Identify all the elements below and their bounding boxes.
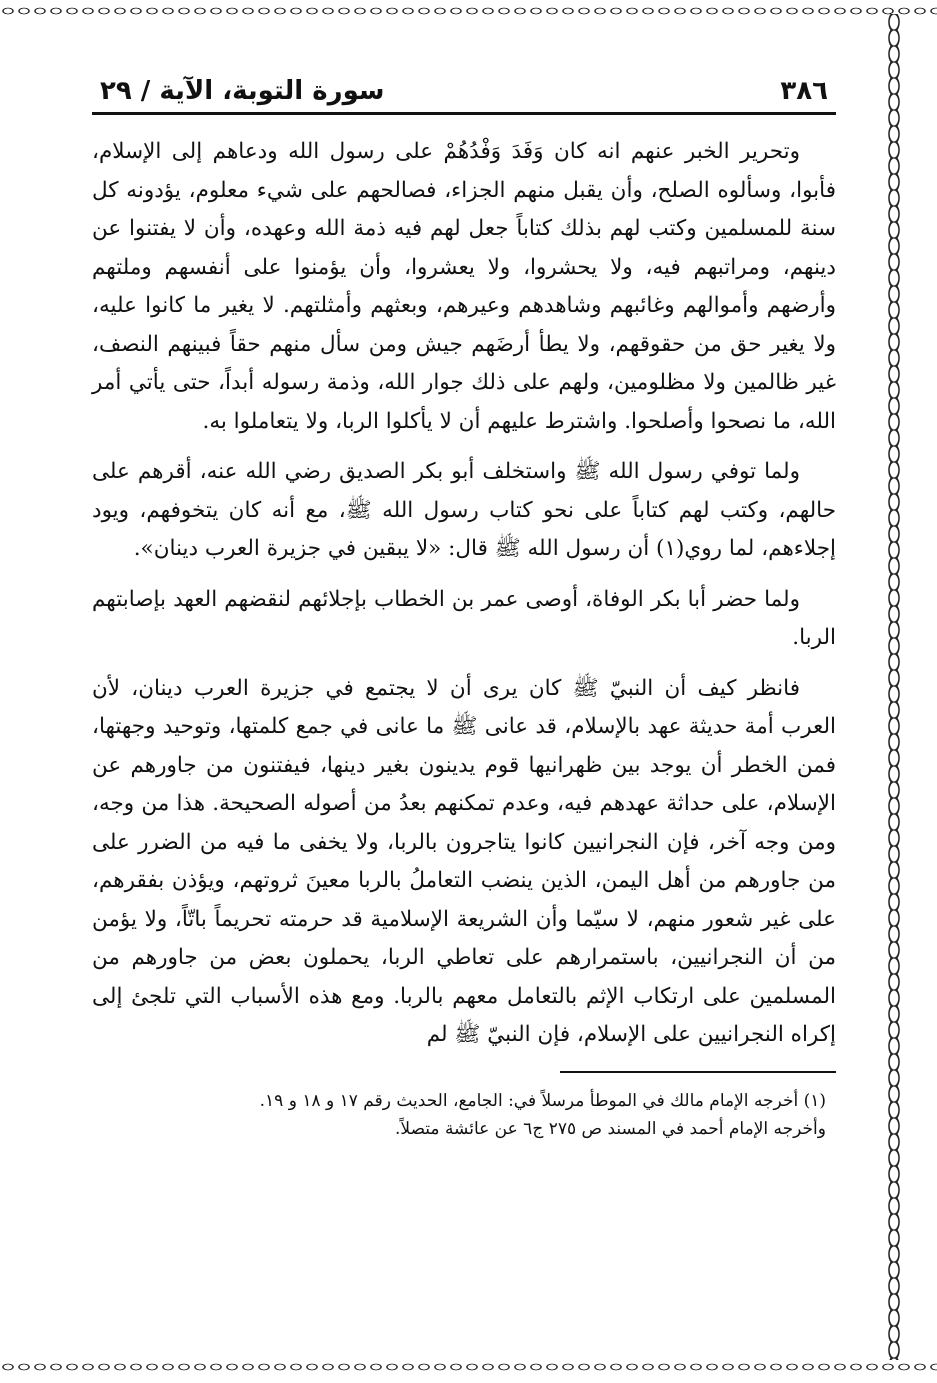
- header-rule: [92, 112, 836, 115]
- page-number: ٣٨٦: [780, 76, 828, 106]
- paragraph: ولما حضر أبا بكر الوفاة، أوصى عمر بن الخطاب بإجلائهم لنقضهم العهد بإصابتهم الربا.: [92, 586, 836, 650]
- running-title: سورة التوبة، الآية / ٢٩: [100, 76, 385, 106]
- paragraph: فانظر كيف أن النبيّ ﷺ كان يرى أن لا يجتمع في جزيرة العرب دينان، لأن العرب أمة حديثة عهد بالإسلام، قد عانى ﷺ ما عانى في جمع كلمتها، وتوحيد وجهتها، فمن الخطر أن يوجد بين ظهرانيها قوم يدينون بغير دينها، فيفتنون من جاورهم عن الإسلام، على حداثة عهدهم فيه، وعدم تمكنهم بعدُ من أصوله الصحيحة. هذا من وجه، ومن وجه آخر، فإن النجرانيين كانوا يتاجرون بالربا، ولا يخفى ما فيه من الضرر على من جاورهم من أهل اليمن، الذين ينضب التعاملُ بالربا معينَ ثروتهم، ويؤذن بفقرهم، على غير شعور منهم، لا سيّما وأن الشريعة الإسلامية قد حرمته تحريماً باتّاً، ولا يؤمن من أن النجرانيين، باستمرارهم على تعاطي الربا، يحملون بعض من جاورهم من المسلمين على ارتكاب الإثم بالتعامل معهم بالربا. ومع هذه الأسباب التي تلجئ إلى إكراه النجرانيين على الإسلام، فإن النبيّ ﷺ لم: [92, 675, 836, 1047]
- footnote: وأخرجه الإمام أحمد في المسند ص ٢٧٥ ج٦ عن عائشة متصلاً.: [395, 1118, 826, 1139]
- decorative-border-bottom: [0, 1360, 937, 1374]
- footnotes: [92, 1087, 836, 1143]
- footnote-rule: [560, 1071, 836, 1073]
- main-text: [92, 133, 836, 1055]
- page-header: [92, 60, 836, 106]
- paragraph: وتحرير الخبر عنهم انه كان وَفَدَ وَفْدُهُمْ على رسول الله ودعاهم إلى الإسلام، فأبوا، وسألوه الصلح، وأن يقبل منهم الجزاء، فصالحهم على شيء معلوم، يؤدونه كل سنة للمسلمين وكتب لهم بذلك كتاباً جعل لهم فيه ذمة الله وعهده، وأن لا يفتنوا عن دينهم، ومراتبهم فيه، ولا يحشروا، ولا يعشروا، وأن يؤمنوا على أنفسهم وملتهم وأرضهم وأموالهم وغائبهم وشاهدهم وعيرهم، وبعثهم وأمثلتهم. لا يغير ما كانوا عليه، ولا يغير حق من حقوقهم، ولا يطأ أرضَهم جيش ومن سأل منهم حقاً فبينهم النصف، غير ظالمين ولا مظلومين، ولهم على ذلك جوار الله، وذمة رسوله أبداً، حتى يأتي أمر الله، ما نصحوا وأصلحوا. واشترط عليهم أن لا يأكلوا الربا، ولا يتعاملوا به.: [92, 139, 836, 434]
- footnote: (١) أخرجه الإمام مالك في الموطأ مرسلاً في: الجامع، الحديث رقم ١٧ و ١٨ و ١٩.: [259, 1090, 826, 1111]
- decorative-border-right: [886, 14, 902, 1360]
- book-page: [92, 60, 836, 1350]
- decorative-border-top: [0, 4, 937, 18]
- paragraph: ولما توفي رسول الله ﷺ واستخلف أبو بكر الصديق رضي الله عنه، أقرهم على حالهم، وكتب لهم كتاباً على نحو كتاب رسول الله ﷺ، مع أنه كان يتخوفهم، ويود إجلاءهم، لما روي(١) أن رسول الله ﷺ قال: «لا يبقين في جزيرة العرب دينان».: [92, 459, 836, 561]
